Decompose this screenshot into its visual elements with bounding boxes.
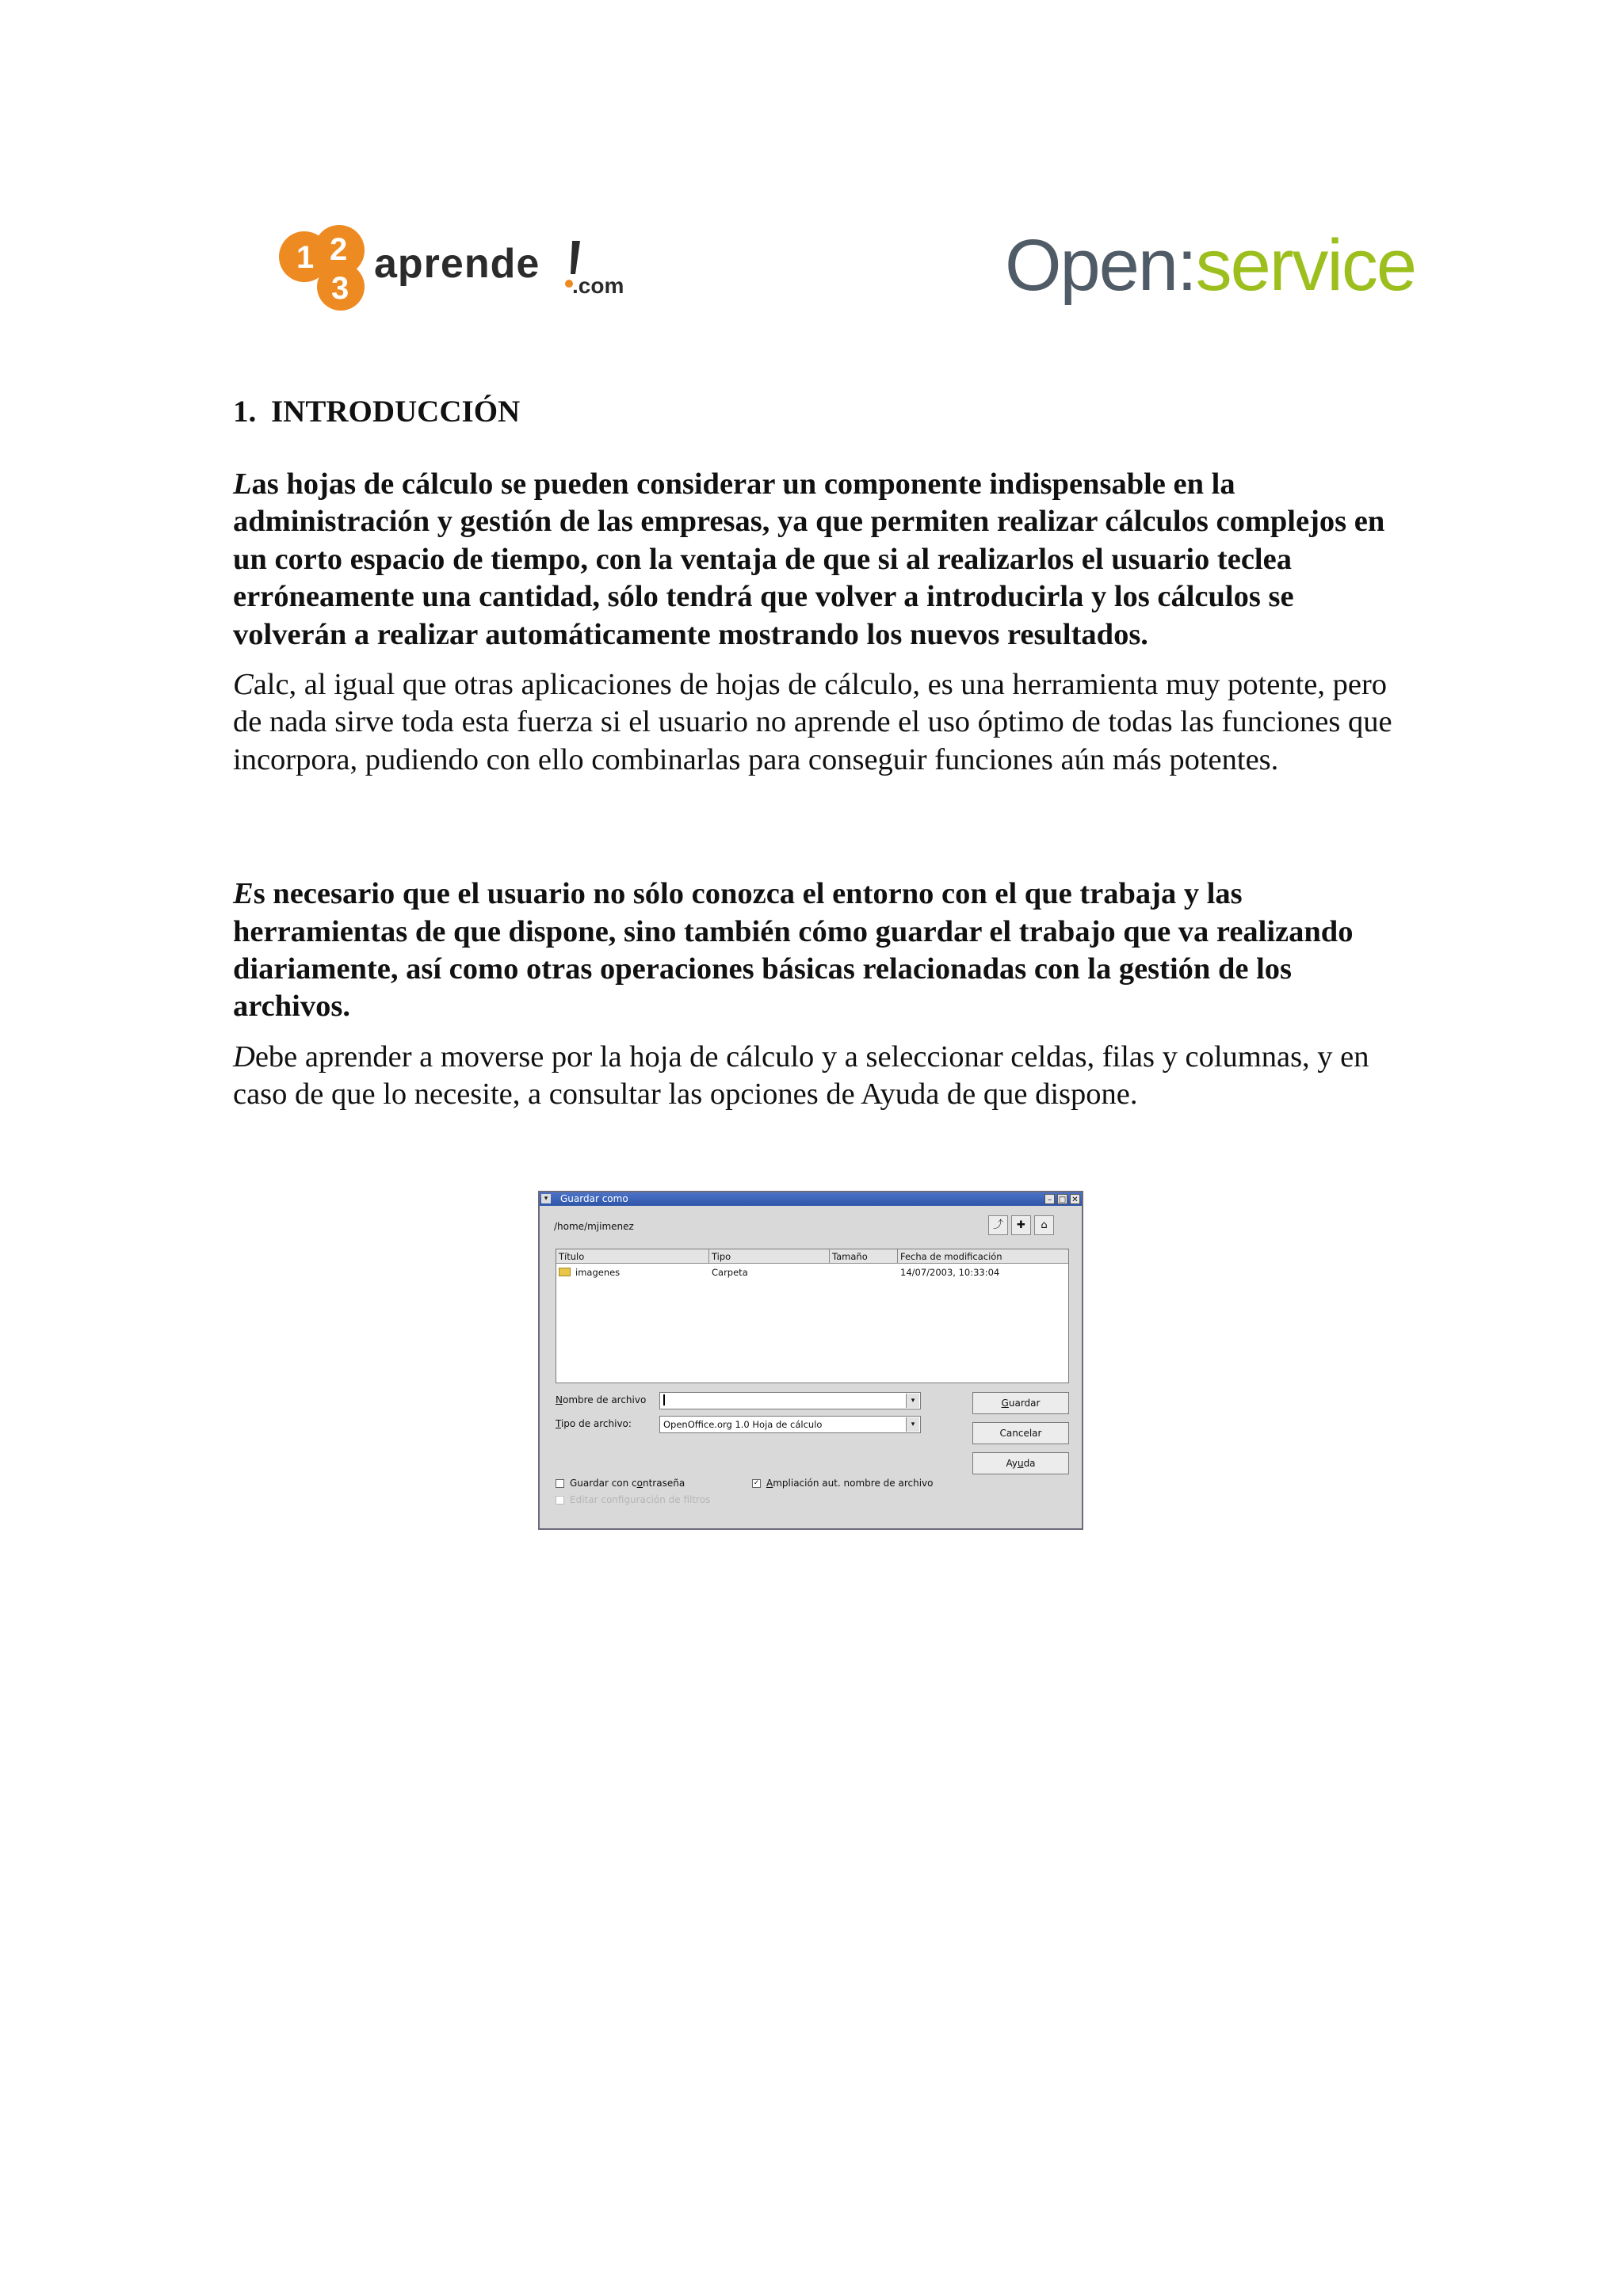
- window-menu-icon[interactable]: ▾: [541, 1194, 551, 1203]
- paragraph-1-initial: L: [233, 467, 252, 501]
- file-name: imagenes: [575, 1267, 621, 1278]
- column-header-size[interactable]: Tamaño: [830, 1249, 898, 1264]
- column-header-type[interactable]: Tipo: [709, 1249, 830, 1264]
- password-label-post: ntraseña: [643, 1478, 685, 1489]
- file-row-date: 14/07/2003, 10:33:04: [900, 1267, 1000, 1278]
- help-label-post: da: [1023, 1458, 1036, 1469]
- paragraph-2: [233, 666, 1398, 779]
- logo-service-text: service: [1195, 225, 1416, 306]
- section-title: INTRODUCCIÓN: [271, 395, 521, 429]
- section-number: 1.: [233, 395, 257, 429]
- filename-input[interactable]: [659, 1392, 921, 1409]
- file-row-type: Carpeta: [712, 1267, 748, 1278]
- paragraph-2-initial: C: [233, 668, 254, 702]
- paragraph-4-initial: D: [233, 1039, 255, 1074]
- column-header-date[interactable]: Fecha de modificación: [898, 1249, 1068, 1264]
- save-button[interactable]: [972, 1392, 1069, 1414]
- filename-label-mnemonic: N: [556, 1394, 563, 1405]
- auto-extension-label-mnemonic: A: [766, 1478, 773, 1489]
- auto-extension-checkbox[interactable]: ✓: [753, 1479, 760, 1487]
- openservice-wordmark: [1005, 222, 1415, 309]
- maximize-button[interactable]: □: [1058, 1196, 1067, 1204]
- openservice-logo: [1005, 222, 1416, 309]
- paragraph-1-text: as hojas de cálculo se pueden considerar un componente indispensable en la administración y gestión de las empresas, ya que permiten realizar cálculos complejos en un corto espacio de tiempo, con la ventaja de que si al realizarlos el usuario teclea erróneamente una cantidad, sólo tendrá que volver a introducirla y los cálculos se volverán a realizar automáticamente mostrando los nuevos resultados.: [233, 467, 1385, 651]
- filetype-label-post: ipo de archivo:: [560, 1418, 632, 1429]
- logo-word: aprende: [374, 241, 540, 287]
- paragraph-2-text: alc, al igual que otras aplicaciones de hojas de cálculo, es una herramienta muy potente, pero de nada sirve toda esta fuerza si el usuario no aprende el uso óptimo de todas las funciones que incorpora, pudiendo con ello combinarlas para conseguir funciones aún más potentes.: [233, 668, 1392, 776]
- paragraph-3: [233, 875, 1398, 1026]
- paragraph-3-text: s necesario que el usuario no sólo conozca el entorno con el que trabaja y las herramientas de que dispone, sino también cómo guardar el trabajo que va realizando diariamente, así como otras operaciones básicas relacionadas con la gestión de los archivos.: [233, 877, 1354, 1024]
- paragraph-4: [233, 1039, 1398, 1114]
- filetype-dropdown-icon[interactable]: ▾: [906, 1417, 919, 1432]
- save-as-dialog: [538, 1191, 1083, 1530]
- aprende-logo: [273, 225, 669, 312]
- close-button[interactable]: ✕: [1070, 1194, 1080, 1204]
- password-checkbox[interactable]: [556, 1479, 564, 1488]
- filetype-value: OpenOffice.org 1.0 Hoja de cálculo: [663, 1419, 823, 1430]
- file-list[interactable]: [556, 1249, 1069, 1383]
- paragraph-3-initial: E: [233, 877, 254, 911]
- new-folder-icon[interactable]: ✚: [1011, 1215, 1031, 1235]
- help-button[interactable]: [972, 1452, 1069, 1474]
- logo-colon-text: :: [1177, 225, 1196, 306]
- filetype-select[interactable]: [659, 1416, 921, 1433]
- column-header-title[interactable]: Título: [556, 1249, 709, 1264]
- auto-extension-checkbox-label: [766, 1478, 933, 1489]
- document-body: [233, 390, 1398, 1114]
- help-label-mnemonic: u: [1017, 1458, 1024, 1469]
- section-heading: [233, 390, 1398, 434]
- default-directory-icon[interactable]: ⌂: [1034, 1215, 1054, 1235]
- logo-suffix: .com: [572, 273, 624, 298]
- folder-up-icon[interactable]: ⤴: [988, 1215, 1008, 1235]
- password-label-pre: Guardar con c: [570, 1478, 637, 1489]
- filetype-label: [556, 1418, 632, 1429]
- filename-dropdown-icon[interactable]: ▾: [906, 1394, 919, 1408]
- text-caret: [663, 1394, 665, 1405]
- filename-label-post: ombre de archivo: [562, 1394, 647, 1405]
- paragraph-1: [233, 466, 1398, 654]
- logo-exclamation-icon: [571, 241, 580, 274]
- minimize-button[interactable]: –: [1044, 1194, 1055, 1204]
- dialog-title: Guardar como: [560, 1193, 628, 1204]
- logo-digit-1: 1: [296, 240, 315, 275]
- logo-digit-3: 3: [331, 271, 349, 306]
- help-label-pre: Ay: [1006, 1458, 1018, 1469]
- cancel-button[interactable]: Cancelar: [972, 1422, 1069, 1444]
- dialog-titlebar: [540, 1192, 1082, 1206]
- password-label-mnemonic: o: [636, 1478, 643, 1489]
- filename-label: [556, 1394, 646, 1405]
- filetype-label-mnemonic: T: [556, 1418, 561, 1429]
- aprende-logo-graphic: [273, 225, 669, 312]
- logo-open-text: Open: [1005, 225, 1178, 306]
- file-row-title[interactable]: [559, 1266, 620, 1279]
- filter-settings-checkbox: [556, 1496, 564, 1505]
- folder-icon: [559, 1268, 571, 1276]
- logo-digit-2: 2: [330, 232, 348, 267]
- auto-extension-label-post: mpliación aut. nombre de archivo: [773, 1478, 934, 1489]
- save-label-mnemonic: G: [1001, 1398, 1009, 1409]
- paragraph-4-text: ebe aprender a moverse por la hoja de cálculo y a seleccionar celdas, filas y columnas, y en caso de que lo necesite, a consultar las opciones de Ayuda de que dispone.: [233, 1039, 1369, 1112]
- password-checkbox-label: [570, 1478, 685, 1489]
- filter-settings-checkbox-label: Editar configuración de filtros: [570, 1494, 711, 1505]
- save-label-post: uardar: [1008, 1398, 1041, 1409]
- current-path: /home/mjimenez: [554, 1221, 634, 1232]
